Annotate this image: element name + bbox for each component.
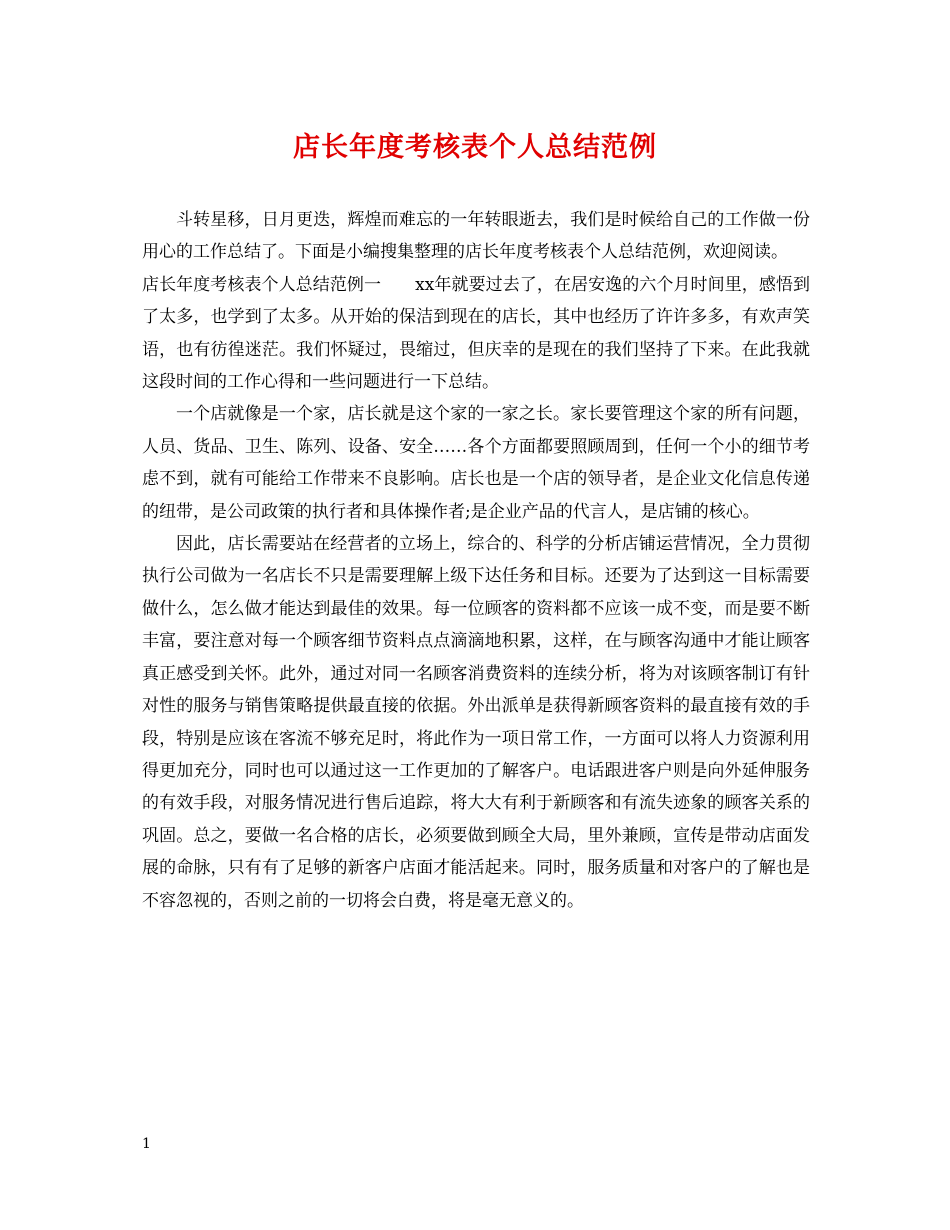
page-number: 1 <box>142 1136 151 1152</box>
intro-paragraph: 斗转星移，日月更迭，辉煌而难忘的一年转眼逝去，我们是时候给自己的工作做一份用心的工作总结了。下面是小编搜集整理的店长年度考核表个人总结范例，欢迎阅读。 <box>142 210 810 263</box>
document-title: 店长年度考核表个人总结范例 <box>293 132 657 163</box>
store-as-family-paragraph: 一个店就像是一个家，店长就是这个家的一家之长。家长要管理这个家的所有问题，人员、货品、卫生、陈列、设备、安全……各个方面都要照顾周到，任何一个小的细节考虑不到，就有可能给工作带来不良影响。店长也是一个店的领导者，是企业文化信息传递的纽带，是公司政策的执行者和具体操作者;是企业产品的代言人，是店铺的核心。 <box>142 404 810 522</box>
manager-responsibility-paragraph: 因此，店长需要站在经营者的立场上，综合的、科学的分析店铺运营情况，全力贯彻执行公司做为一名店长不只是需要理解上级下达任务和目标。还要为了达到这一目标需要做什么，怎么做才能达到最佳的效果。每一位顾客的资料都不应该一成不变，而是要不断丰富，要注意对每一个顾客细节资料点点滴滴地积累，这样，在与顾客沟通中才能让顾客真正感受到关怀。此外，通过对同一名顾客消费资料的连续分析，将为对该顾客制订有针对性的服务与销售策略提供最直接的依据。外出派单是获得新顾客资料的最直接有效的手段，特别是应该在客流不够充足时，将此作为一项日常工作，一方面可以将人力资源利用得更加充分，同时也可以通过这一工作更加的了解客户。电话跟进客户则是向外延伸服务的有效手段，对服务情况进行售后追踪，将大大有利于新顾客和有流失迹象的顾客关系的巩固。总之，要做一名合格的店长，必须要做到顾全大局，里外兼顾，宣传是带动店面发展的命脉，只有有了足够的新客户店面才能活起来。同时，服务质量和对客户的了解也是不容忽视的，否则之前的一切将会白费，将是毫无意义的。 <box>142 534 810 911</box>
example-one-paragraph: 店长年度考核表个人总结范例一 xx年就要过去了，在居安逸的六个月时间里，感悟到了太多，也学到了太多。从开始的保洁到现在的店长，其中也经历了许许多多，有欢声笑语，也有彷徨迷茫。我们怀疑过，畏缩过，但庆幸的是现在的我们坚持了下来。在此我就这段时间的工作心得和一些问题进行一下总结。 <box>142 274 810 393</box>
document-body <box>142 204 810 917</box>
